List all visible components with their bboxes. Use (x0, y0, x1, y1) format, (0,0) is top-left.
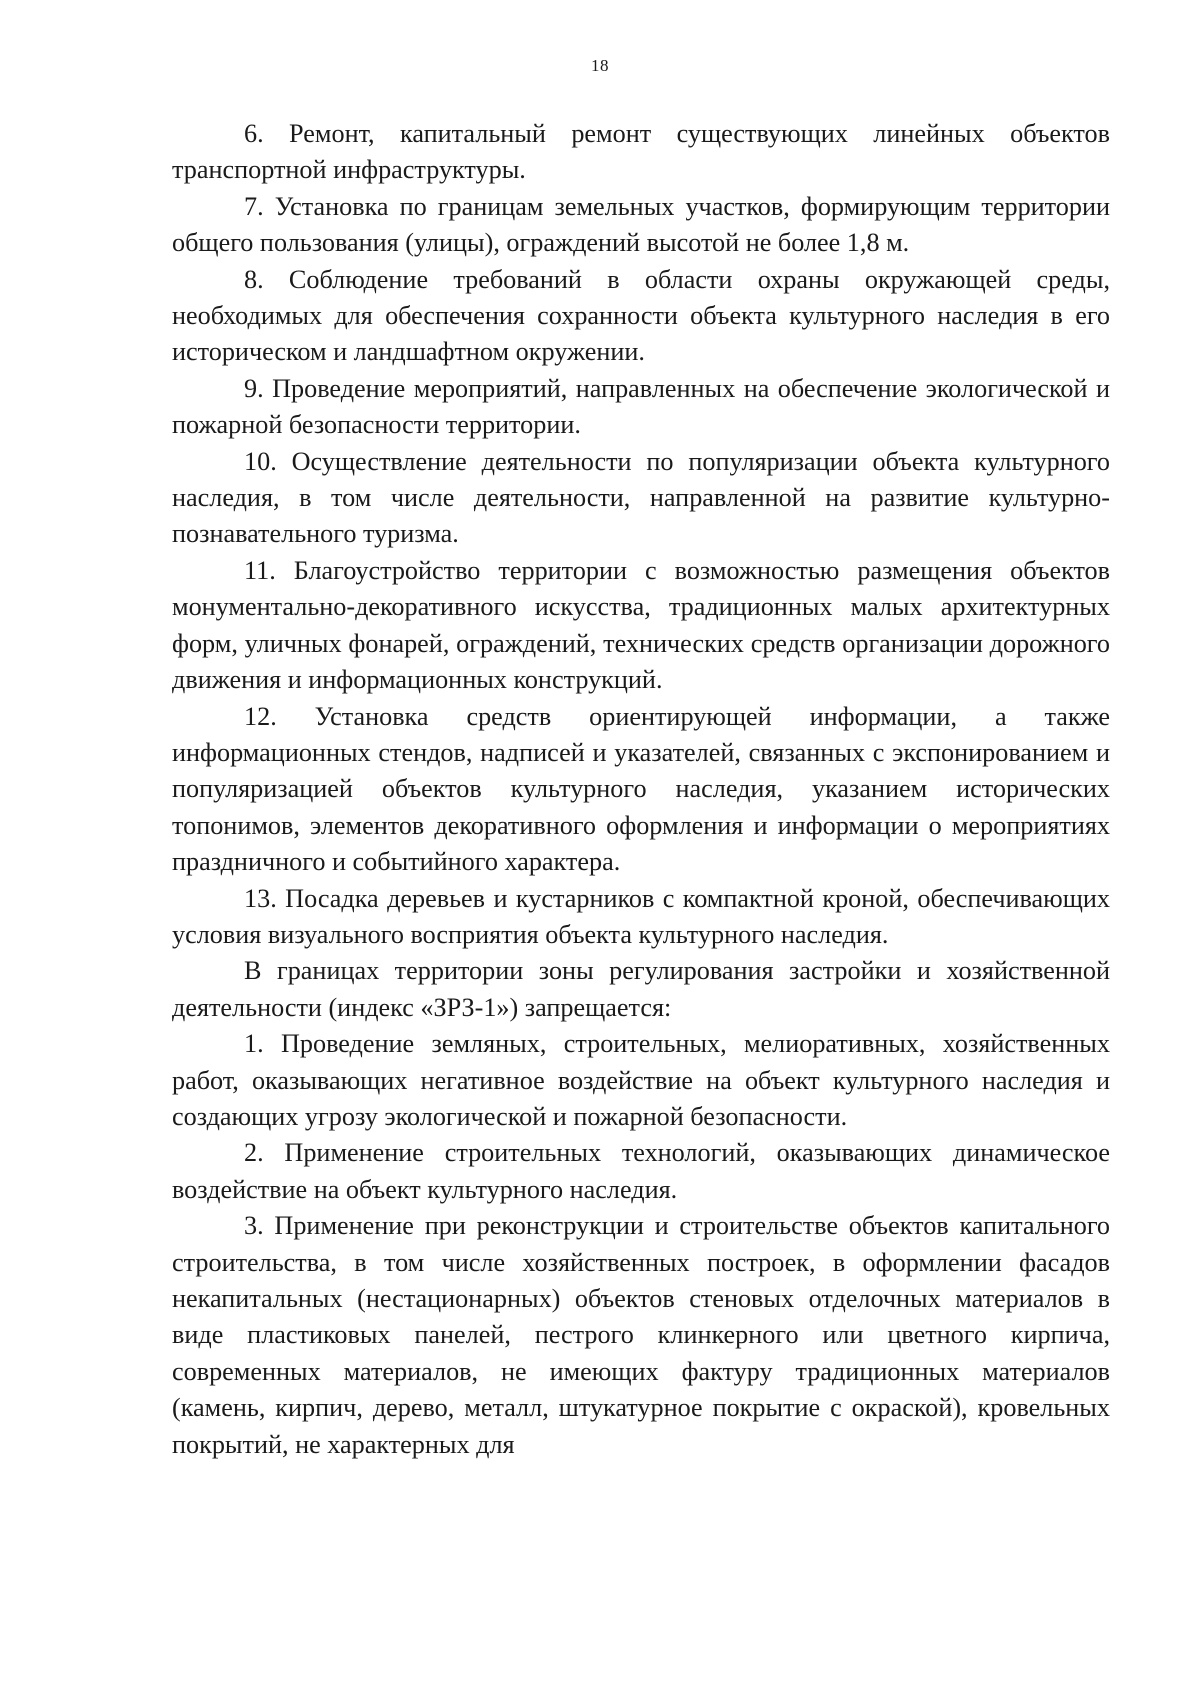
prohibition-item-1: 1. Проведение земляных, строительных, мелиоративных, хозяйственных работ, оказывающих негативное воздействие на объект культурного наследия и создающих угрозу экологической и пожарной безопасности. (172, 1029, 1110, 1131)
page-number: 18 (591, 56, 609, 75)
prohibitions-intro-paragraph: В границах территории зоны регулирования застройки и хозяйственной деятельности (индекс «ЗРЗ-1») запрещается: (172, 956, 1110, 1022)
document-body (172, 116, 1110, 1463)
paragraph-item-7: 7. Установка по границам земельных участков, формирующим территории общего пользования (улицы), ограждений высотой не более 1,8 м. (172, 191, 1110, 258)
paragraph-item-13: 13. Посадка деревьев и кустарников с компактной кроной, обеспечивающих условия визуального восприятия объекта культурного наследия. (172, 883, 1110, 949)
paragraph-item-11: 11. Благоустройство территории с возможностью размещения объектов монументально-декоративного искусства, традиционных малых архитектурных форм, уличных фонарей, ограждений, технических средств организации дорожного движения и информационных конструкций. (172, 555, 1110, 695)
paragraph-item-9: 9. Проведение мероприятий, направленных на обеспечение экологической и пожарной безопасности территории. (172, 373, 1110, 440)
paragraph-item-12: 12. Установка средств ориентирующей информации, а также информационных стендов, надписей и указателей, связанных с экспонированием и популяризацией объектов культурного наследия, указанием исторических топонимов, элементов декоративного оформления и информации о мероприятиях праздничного и событийного характера. (172, 701, 1110, 877)
paragraph-item-6: 6. Ремонт, капитальный ремонт существующих линейных объектов транспортной инфраструктуры. (172, 119, 1110, 185)
prohibition-item-3: 3. Применение при реконструкции и строительстве объектов капитального строительства, в том числе хозяйственных построек, в оформлении фасадов некапитальных (нестационарных) объектов стеновых отделочных материалов в виде пластиковых панелей, пестрого клинкерного или цветного кирпича, современных материалов, не имеющих фактуру традиционных материалов (камень, кирпич, дерево, металл, штукатурное покрытие с окраской), кровельных покрытий, не характерных для (172, 1211, 1110, 1459)
prohibition-item-2: 2. Применение строительных технологий, оказывающих динамическое воздействие на объект культурного наследия. (172, 1138, 1110, 1204)
paragraph-item-10: 10. Осуществление деятельности по популяризации объекта культурного наследия, в том числе деятельности, направленной на развитие культурно-познавательного туризма. (172, 446, 1110, 549)
paragraph-item-8: 8. Соблюдение требований в области охраны окружающей среды, необходимых для обеспечения сохранности объекта культурного наследия в его историческом и ландшафтном окружении. (172, 264, 1110, 367)
